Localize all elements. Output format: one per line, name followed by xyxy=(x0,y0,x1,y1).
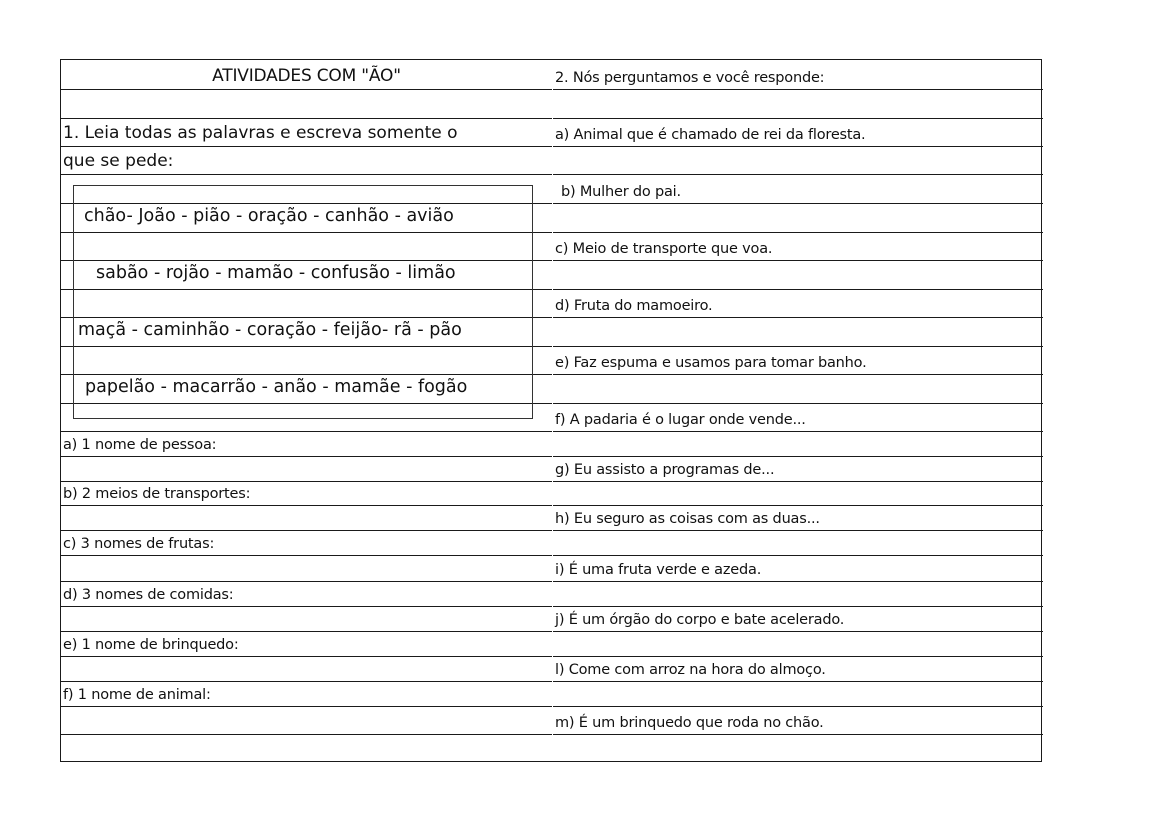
answer-field-q-b[interactable] xyxy=(553,203,1043,232)
answer-field-q-m[interactable] xyxy=(553,734,1043,763)
prompt-row xyxy=(61,481,552,505)
question-i: i) É uma fruta verde e azeda. xyxy=(555,562,762,578)
prompt-d: d) 3 nomes de comidas: xyxy=(63,587,234,603)
answer-field-f[interactable] xyxy=(61,706,552,734)
answer-field-q-c[interactable] xyxy=(553,260,1043,289)
worksheet-table xyxy=(60,59,1042,762)
worksheet xyxy=(60,59,1042,762)
question-m: m) É um brinquedo que roda no chão. xyxy=(555,715,824,731)
prompt-f: f) 1 nome de animal: xyxy=(63,687,211,703)
blank-row xyxy=(553,89,1043,118)
question-row xyxy=(553,118,1043,146)
word-bank-line-2: sabão - rojão - mamão - confusão - limão xyxy=(96,263,456,283)
question-row xyxy=(553,606,1043,631)
instruction-row xyxy=(61,118,552,146)
answer-field-q-j[interactable] xyxy=(553,631,1043,656)
question-row xyxy=(553,706,1043,734)
prompt-e: e) 1 nome de brinquedo: xyxy=(63,637,239,653)
prompt-row xyxy=(61,530,552,555)
blank-row xyxy=(61,89,552,118)
title-cell xyxy=(61,60,552,89)
question-row xyxy=(553,346,1043,374)
word-bank-box xyxy=(73,185,533,419)
question-c: c) Meio de transporte que voa. xyxy=(555,241,773,257)
instruction-line-2: que se pede: xyxy=(63,151,174,171)
question-b: b) Mulher do pai. xyxy=(561,184,681,200)
prompt-row xyxy=(61,681,552,706)
exercise2-heading: 2. Nós perguntamos e você responde: xyxy=(555,70,825,86)
question-l: l) Come com arroz na hora do almoço. xyxy=(555,662,826,678)
word-bank-line-3: maçã - caminhão - coração - feijão- rã - pão xyxy=(78,320,462,340)
instruction-row xyxy=(61,146,552,174)
question-j: j) É um órgão do corpo e bate acelerado. xyxy=(555,612,845,628)
answer-field-c[interactable] xyxy=(61,555,552,581)
prompt-a: a) 1 nome de pessoa: xyxy=(63,437,217,453)
answer-field-b[interactable] xyxy=(61,505,552,530)
prompt-c: c) 3 nomes de frutas: xyxy=(63,536,215,552)
heading-row xyxy=(553,60,1043,89)
answer-field-d[interactable] xyxy=(61,606,552,631)
answer-field-e[interactable] xyxy=(61,656,552,681)
prompt-row xyxy=(61,631,552,656)
question-d: d) Fruta do mamoeiro. xyxy=(555,298,713,314)
word-bank-line-4: papelão - macarrão - anão - mamãe - fogão xyxy=(85,377,468,397)
answer-field-q-e[interactable] xyxy=(553,374,1043,403)
word-bank-line-1: chão- João - pião - oração - canhão - avião xyxy=(84,206,454,226)
question-g: g) Eu assisto a programas de... xyxy=(555,462,775,478)
answer-field-q-f[interactable] xyxy=(553,431,1043,456)
answer-field-q-a[interactable] xyxy=(553,146,1043,174)
prompt-b: b) 2 meios de transportes: xyxy=(63,486,251,502)
question-f: f) A padaria é o lugar onde vende... xyxy=(555,412,806,428)
question-row xyxy=(553,505,1043,530)
answer-field-q-h[interactable] xyxy=(553,530,1043,555)
question-row xyxy=(553,456,1043,481)
question-row xyxy=(553,174,1043,203)
worksheet-title: ATIVIDADES COM "ÃO" xyxy=(212,66,401,86)
prompt-row xyxy=(61,431,552,456)
question-row xyxy=(553,289,1043,317)
question-a: a) Animal que é chamado de rei da floresta. xyxy=(555,127,866,143)
question-e: e) Faz espuma e usamos para tomar banho. xyxy=(555,355,867,371)
question-h: h) Eu seguro as coisas com as duas... xyxy=(555,511,820,527)
question-row xyxy=(553,403,1043,431)
answer-field-q-g[interactable] xyxy=(553,481,1043,505)
prompt-row xyxy=(61,581,552,606)
question-row xyxy=(553,656,1043,681)
question-row xyxy=(553,232,1043,260)
answer-field-q-i[interactable] xyxy=(553,581,1043,606)
question-row xyxy=(553,555,1043,581)
blank-row xyxy=(61,734,552,763)
answer-field-q-l[interactable] xyxy=(553,681,1043,706)
answer-field-q-d[interactable] xyxy=(553,317,1043,346)
answer-field-a[interactable] xyxy=(61,456,552,481)
instruction-line-1: 1. Leia todas as palavras e escreva somente o xyxy=(63,123,458,143)
